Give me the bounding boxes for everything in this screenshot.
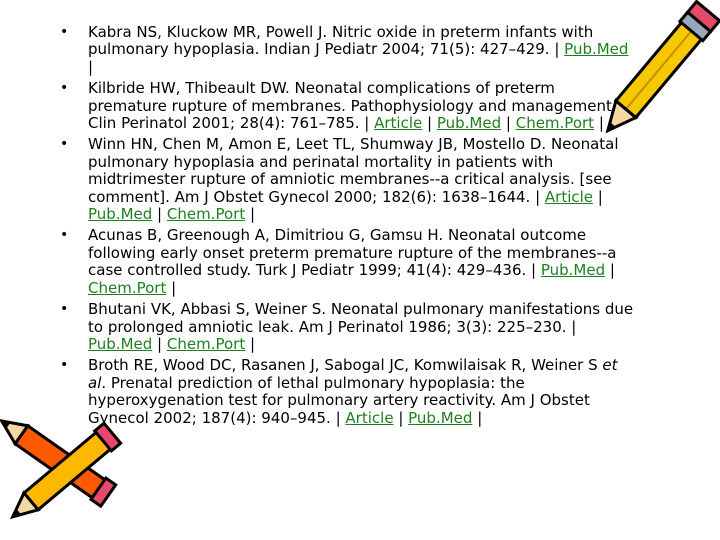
bullet-icon: •	[60, 357, 69, 374]
reference-item	[56, 24, 636, 76]
bullet-icon: •	[60, 227, 69, 244]
link-separator: |	[605, 261, 615, 280]
bullet-icon: •	[60, 301, 69, 318]
reference-item	[56, 136, 636, 223]
link-separator: |	[594, 114, 604, 133]
link-separator: |	[88, 57, 94, 76]
reference-link-chemport[interactable]: Chem.Port	[88, 278, 167, 297]
link-separator: |	[593, 187, 603, 206]
reference-text: Winn HN, Chen M, Amon E, Leet TL, Shumway JB, Mostello D. Neonatal pulmonary hypoplasia and perinatal mortality in patients with midtrimester rupture of amniotic membranes--a critical analysis. [see comment]. Am J Obstet Gynecol 2000; 182(6): 1638–1644. |	[88, 135, 619, 206]
reference-text: Kilbride HW, Thibeault DW. Neonatal complications of preterm premature rupture of membranes. Pathophysiology and management. Clin Perinatol 2001; 28(4): 761–785. |	[88, 79, 617, 133]
link-separator: |	[472, 408, 483, 427]
reference-item	[56, 227, 636, 297]
reference-list	[56, 24, 636, 431]
link-separator: |	[166, 278, 177, 297]
reference-text: . Prenatal prediction of lethal pulmonary hypoplasia: the hyperoxygenation test for pulmonary artery reactivity. Am J Obstet Gynecol 2002; 187(4): 940–945. |	[88, 373, 590, 427]
link-separator: |	[393, 408, 409, 427]
reference-link-pubmed[interactable]: Pub.Med	[408, 408, 473, 427]
reference-link-chemport[interactable]: Chem.Port	[166, 205, 246, 224]
bullet-icon: •	[60, 80, 69, 97]
reference-link-article[interactable]: Article	[374, 114, 423, 133]
reference-text: Bhutani VK, Abbasi S, Weiner S. Neonatal pulmonary manifestations due to prolonged amniotic leak. Am J Perinatol 1986; 3(3): 225–230. |	[88, 300, 634, 336]
reference-item	[56, 80, 636, 132]
reference-link-pubmed[interactable]: Pub.Med	[540, 261, 606, 280]
reference-link-article[interactable]: Article	[544, 187, 594, 206]
reference-text: Kabra NS, Kluckow MR, Powell J. Nitric oxide in preterm infants with pulmonary hypoplasia. Indian J Pediatr 2004; 71(5): 427–429. |	[88, 23, 594, 59]
reference-link-pubmed[interactable]: Pub.Med	[564, 40, 629, 59]
link-separator: |	[152, 205, 167, 224]
reference-text: Acunas B, Greenough A, Dimitriou G, Gamsu H. Neonatal outcome following early onset preterm premature rupture of the membranes--a case controlled study. Turk J Pediatr 1999; 41(4): 429–436. |	[88, 226, 617, 280]
reference-text: Broth RE, Wood DC, Rasanen J, Sabogal JC, Komwilaisak R, Weiner S	[88, 356, 603, 375]
reference-link-chemport[interactable]: Chem.Port	[515, 114, 595, 133]
link-separator: |	[422, 114, 437, 133]
reference-item	[56, 357, 636, 427]
link-separator: |	[152, 334, 167, 353]
reference-item	[56, 301, 636, 353]
bullet-icon: •	[60, 136, 69, 153]
link-separator: |	[245, 205, 256, 224]
link-separator: |	[501, 114, 516, 133]
bullet-icon: •	[60, 24, 69, 40]
reference-link-pubmed[interactable]: Pub.Med	[88, 334, 153, 353]
reference-link-pubmed[interactable]: Pub.Med	[88, 205, 153, 224]
reference-italic: et al	[88, 356, 618, 392]
reference-link-chemport[interactable]: Chem.Port	[166, 334, 246, 353]
link-separator: |	[245, 334, 256, 353]
reference-link-pubmed[interactable]: Pub.Med	[436, 114, 502, 133]
reference-link-article[interactable]: Article	[345, 408, 394, 427]
